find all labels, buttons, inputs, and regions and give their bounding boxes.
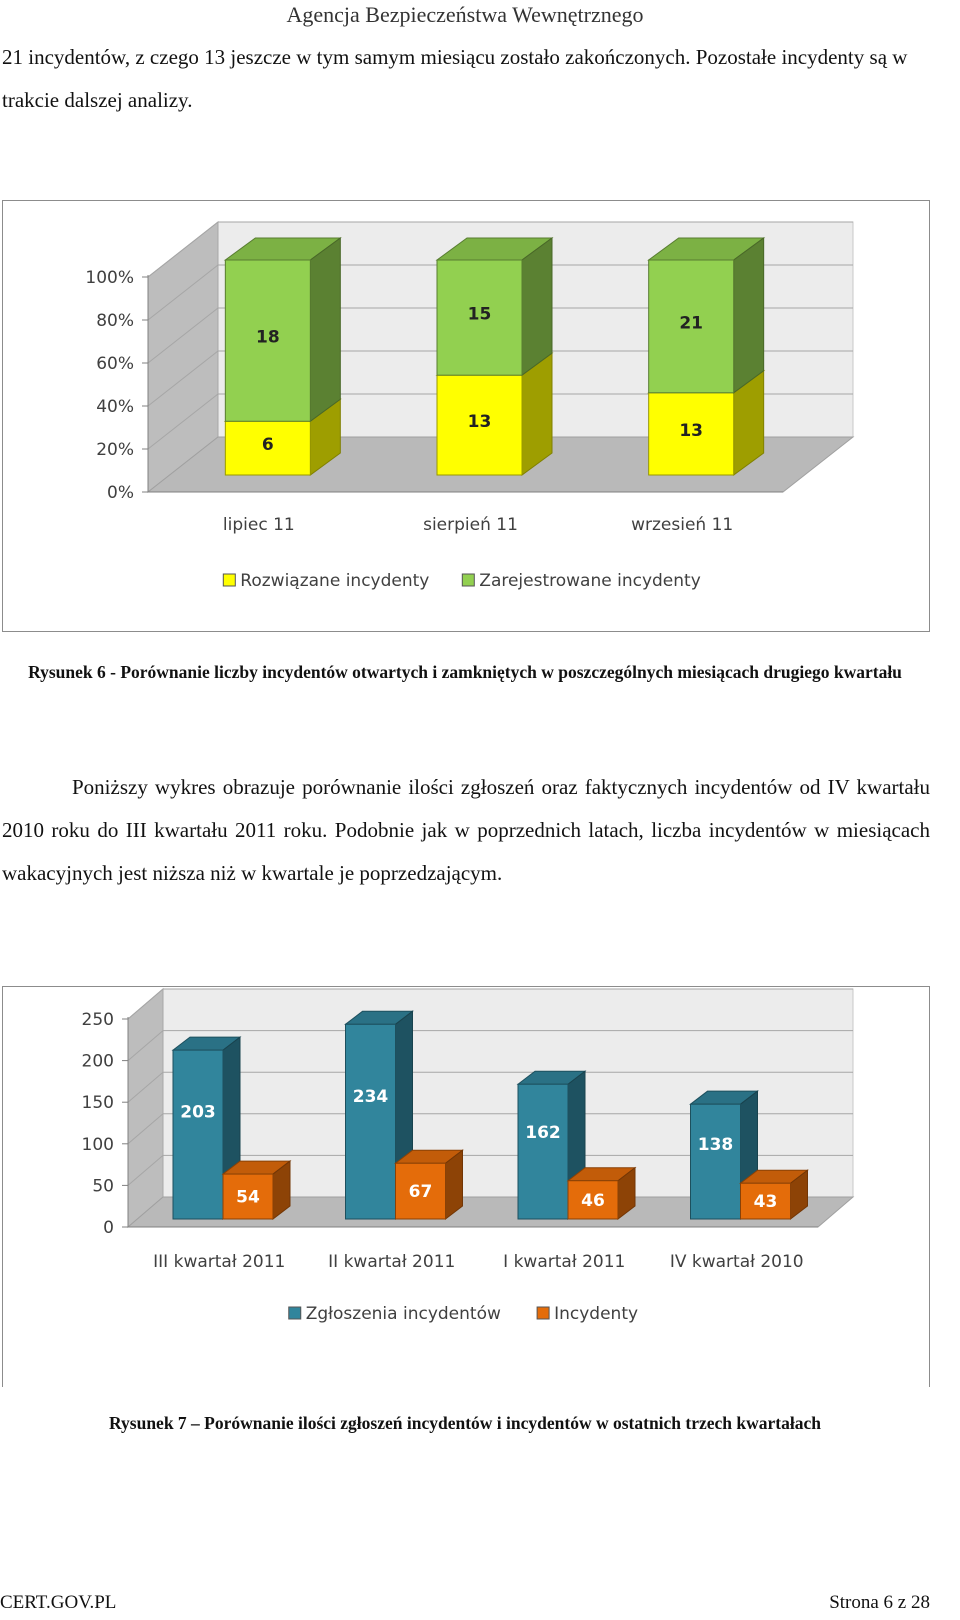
chart1-bar-side [734, 238, 764, 393]
chart2-data-label: 234 [352, 1087, 389, 1108]
chart2-bar [173, 1050, 223, 1219]
chart2-data-label: 46 [581, 1190, 605, 1211]
chart1-category-label: lipiec 11 [222, 515, 295, 535]
chart2-ytick-label: 100 [81, 1134, 114, 1155]
chart1-ytick-label: 80% [96, 311, 134, 331]
page-header: Agencja Bezpieczeństwa Wewnętrznego [286, 2, 644, 27]
chart2-bar [346, 1024, 396, 1219]
body-paragraph [2, 766, 930, 895]
chart2-svg [3, 987, 929, 1387]
chart2-category-label: II kwartał 2011 [328, 1252, 456, 1272]
chart2-legend-label: Zgłoszenia incydentów [305, 1304, 501, 1324]
chart1-bar-side [310, 238, 340, 421]
chart2-ytick-label: 0 [103, 1218, 114, 1238]
footer-site: CERT.GOV.PL [0, 1592, 117, 1613]
chart2-ytick-label: 150 [81, 1093, 114, 1114]
chart1-ytick-label: 0% [107, 483, 134, 503]
chart2-legend-label: Incydenty [554, 1304, 639, 1324]
chart1-svg [3, 201, 929, 631]
footer-page-number: Strona 6 z 28 [829, 1592, 930, 1613]
chart2-category-label: I kwartał 2011 [503, 1252, 626, 1272]
chart2-category-label: III kwartał 2011 [153, 1252, 286, 1272]
chart1-data-label: 15 [467, 304, 492, 325]
chart2-ytick-label: 200 [81, 1051, 114, 1072]
chart1-data-label: 13 [467, 412, 492, 433]
chart2-legend-swatch [537, 1307, 549, 1319]
chart-incidents-quarterly [2, 986, 930, 1387]
chart1-legend-swatch [223, 574, 235, 586]
chart1-legend-label: Zarejestrowane incydenty [479, 571, 701, 591]
chart2-data-label: 67 [408, 1182, 433, 1203]
chart1-legend-swatch [462, 574, 474, 586]
body-text: Poniższy wykres obrazuje porównanie ilości zgłoszeń oraz faktycznych incydentów od IV kwartału 2010 roku do III kwartału 2011 roku. Podobnie jak w poprzednich latach, liczba incydentów w miesiącach wakacyjnych jest niższa niż w kwartale je poprzedzającym. [2, 775, 930, 885]
chart1-data-label: 18 [255, 327, 280, 348]
chart1-bar-side [522, 238, 552, 375]
chart2-data-label: 43 [753, 1192, 778, 1213]
chart1-ytick-label: 20% [96, 440, 134, 460]
intro-paragraph: 21 incydentów, z czego 13 jeszcze w tym samym miesiącu zostało zakończonych. Pozostałe incydenty są w trakcie dalszej analizy. [2, 45, 908, 112]
chart2-bar [518, 1084, 568, 1219]
chart2-category-label: IV kwartał 2010 [669, 1252, 804, 1272]
chart1-data-label: 6 [261, 435, 274, 456]
chart1-data-label: 21 [679, 313, 704, 334]
chart1-legend-label: Rozwiązane incydenty [240, 571, 430, 591]
chart2-data-label: 162 [525, 1123, 561, 1144]
chart1-data-label: 13 [679, 420, 704, 441]
chart2-legend-swatch [289, 1307, 301, 1319]
chart2-ytick-label: 50 [92, 1176, 114, 1197]
figure6-caption: Rysunek 6 - Porównanie liczby incydentów otwartych i zamkniętych w poszczególnych miesiącach drugiego kwartału [28, 662, 902, 682]
chart1-category-label: sierpień 11 [423, 515, 518, 535]
chart-incidents-monthly [2, 200, 930, 632]
chart2-side-wall [128, 989, 163, 1227]
chart2-ytick-label: 250 [81, 1010, 114, 1030]
chart1-ytick-label: 40% [96, 397, 134, 417]
chart1-ytick-label: 60% [96, 354, 134, 374]
chart1-ytick-label: 100% [85, 268, 134, 288]
chart1-category-label: wrzesień 11 [631, 515, 734, 535]
chart2-bar [691, 1104, 741, 1219]
chart2-data-label: 203 [180, 1102, 216, 1123]
chart2-data-label: 54 [236, 1187, 260, 1208]
chart2-data-label: 138 [697, 1135, 734, 1156]
figure7-caption: Rysunek 7 – Porównanie ilości zgłoszeń incydentów i incydentów w ostatnich trzech kwartałach [109, 1413, 821, 1433]
